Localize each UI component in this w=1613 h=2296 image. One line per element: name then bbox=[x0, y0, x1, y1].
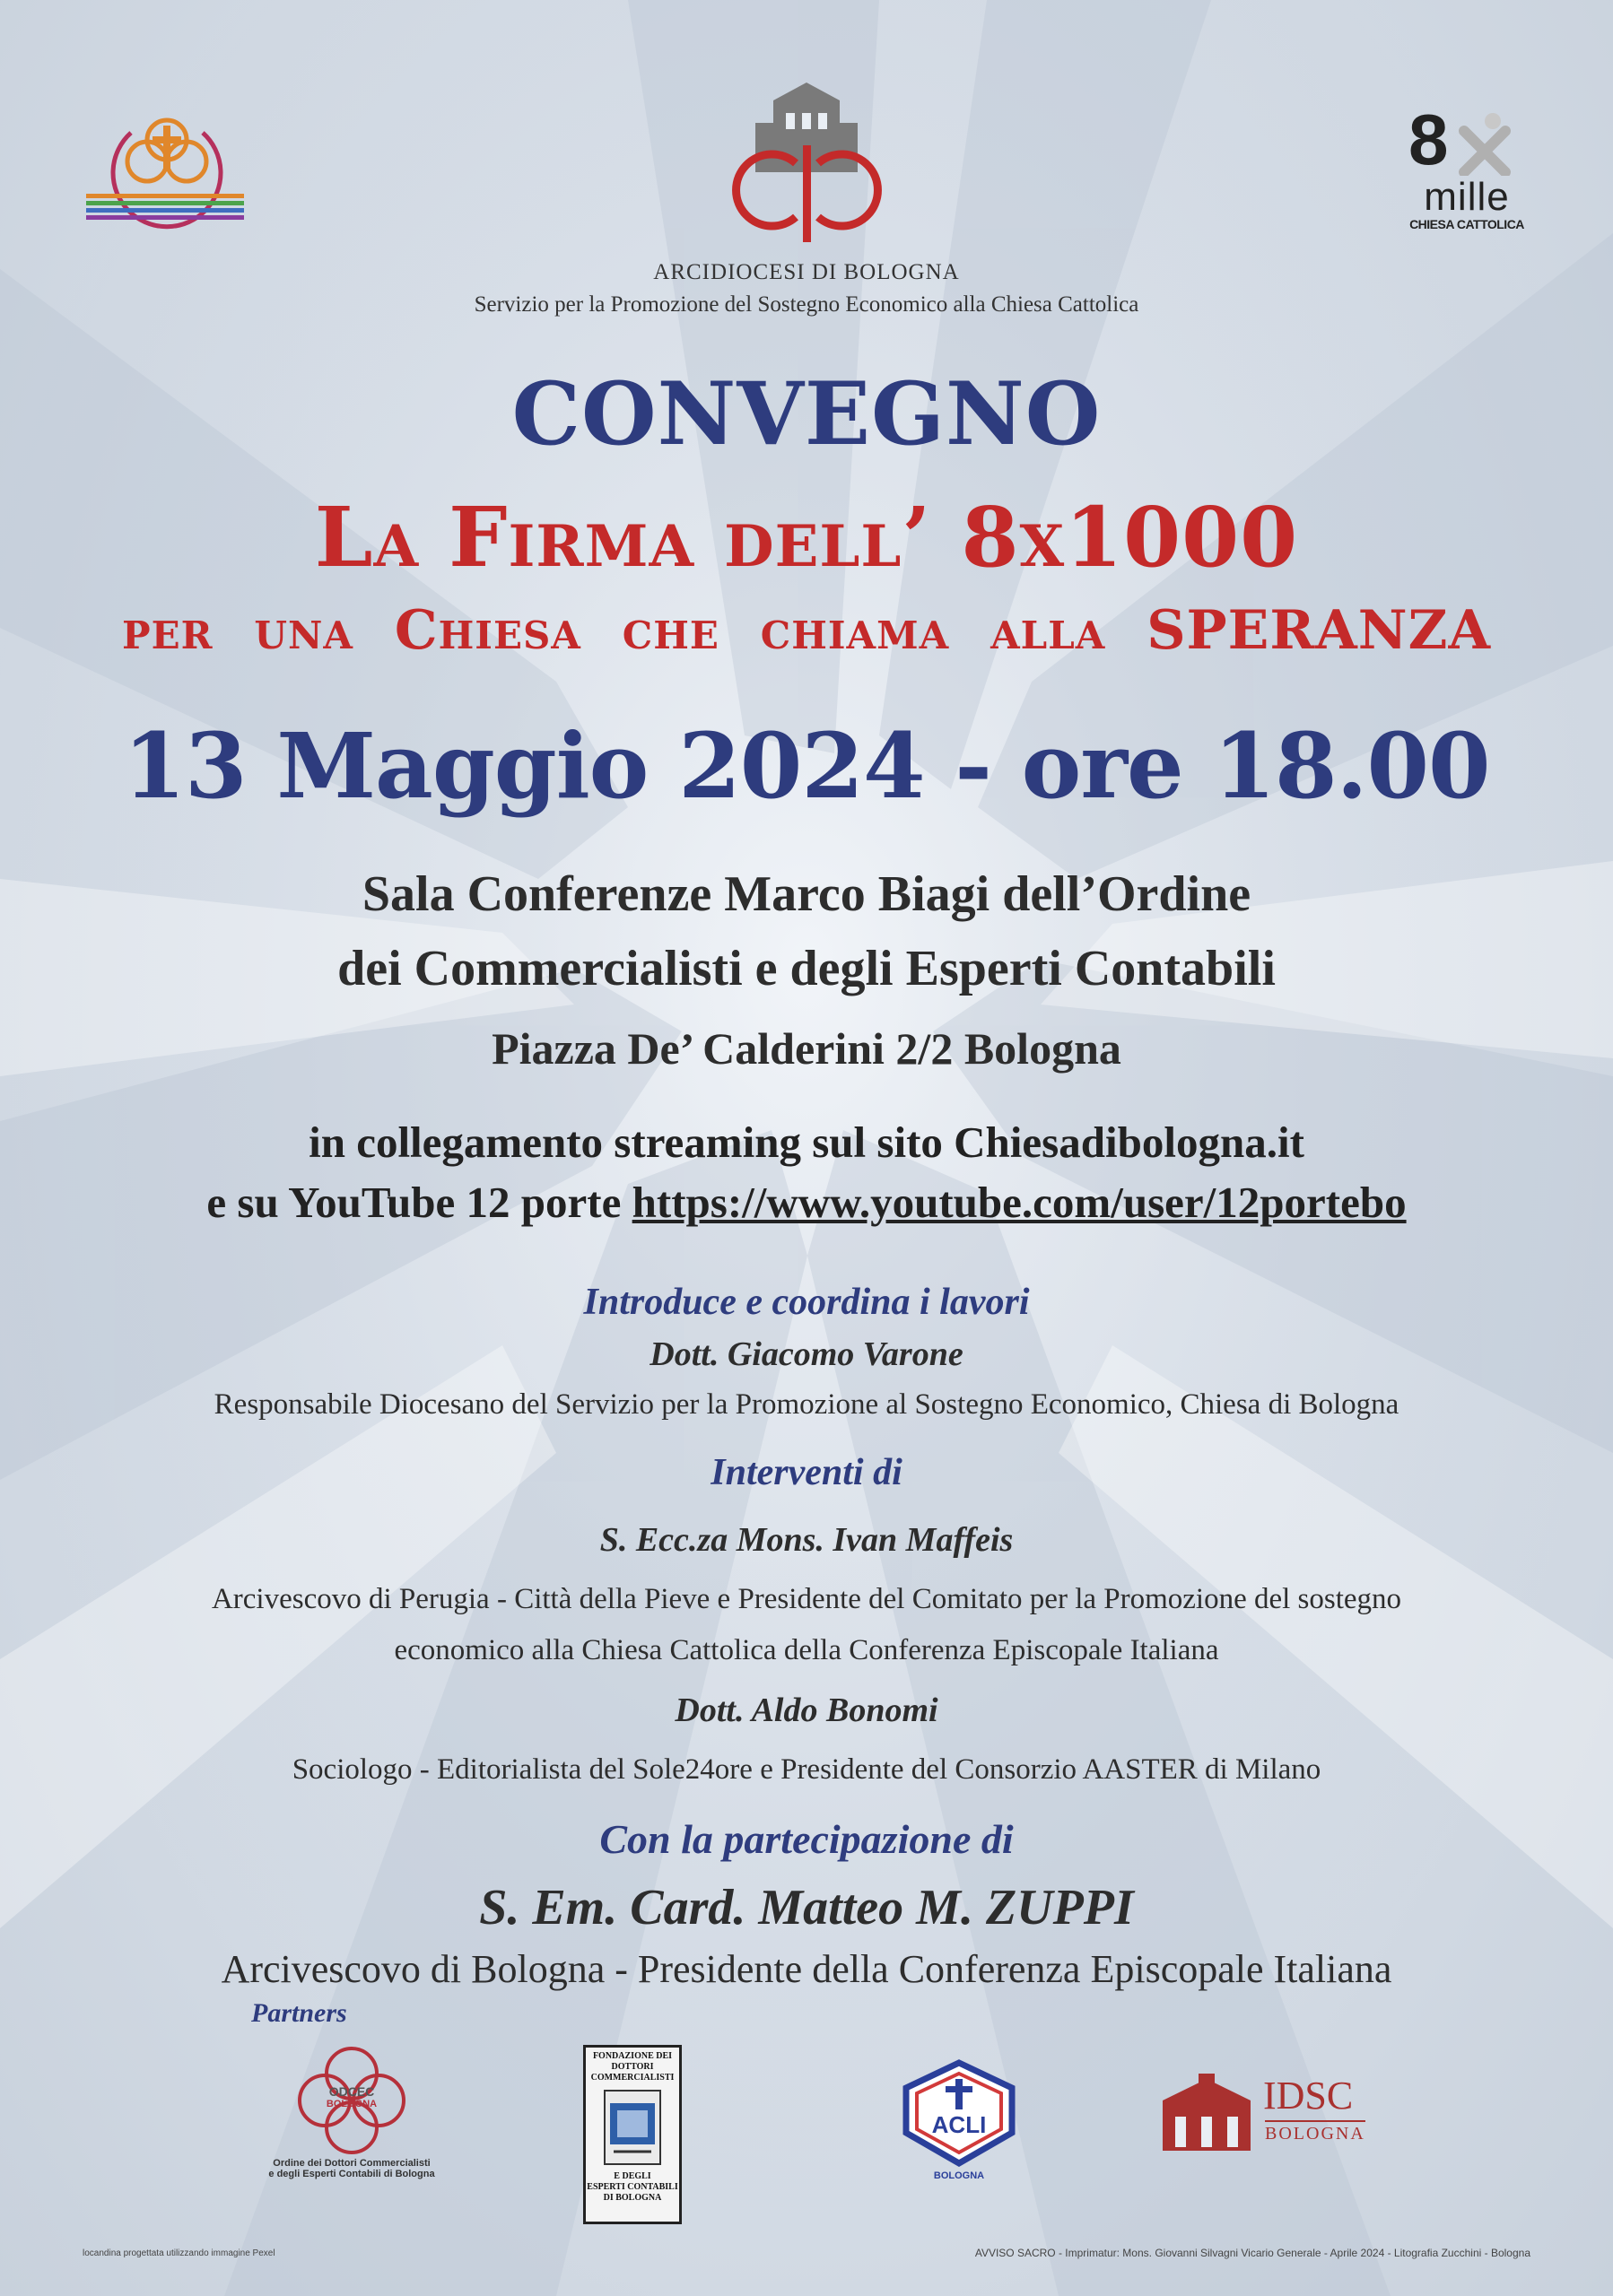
intro-heading: Introduce e coordina i lavori bbox=[583, 1282, 1030, 1323]
event-date: 13 Maggio 2024 - ore 18.00 bbox=[123, 713, 1490, 819]
venue-line-2: dei Commercialisti e degli Esperti Contabili bbox=[337, 941, 1276, 996]
8x-mille-number: 8 bbox=[1408, 100, 1449, 179]
diocese-jubilee-logo bbox=[77, 97, 257, 231]
odcec-abbr: ODCEC bbox=[328, 2084, 375, 2099]
acli-name: ACLI bbox=[931, 2111, 987, 2138]
event-subtitle: La Firma dell’ 8x1000 bbox=[314, 489, 1299, 586]
odcec-caption-2: e degli Esperti Contabili di Bologna bbox=[268, 2169, 435, 2179]
participation-heading: Con la partecipazione di bbox=[599, 1816, 1014, 1862]
speaker-1-name: S. Ecc.za Mons. Ivan Maffeis bbox=[599, 1521, 1014, 1559]
8x-mille-caption: CHIESA CATTOLICA bbox=[1409, 217, 1524, 231]
fondazione-bottom-3: DI BOLOGNA bbox=[603, 2193, 662, 2203]
fondazione-top-3: COMMERCIALISTI bbox=[590, 2073, 675, 2083]
footer-imprimatur: AVVISO SACRO - Imprimatur: Mons. Giovanni Silvagni Vicario Generale - Aprile 2024 - Litografia Zucchini - Bologna bbox=[974, 2247, 1530, 2259]
8x-mille-logo bbox=[1399, 100, 1534, 231]
odcec-logo bbox=[244, 2047, 459, 2179]
guest-role: Arcivescovo di Bologna - Presidente della Conferenza Episcopale Italiana bbox=[221, 1947, 1392, 1991]
acli-shield-icon bbox=[901, 2059, 1017, 2167]
speaker-1-role-line-2: economico alla Chiesa Cattolica della Conferenza Episcopale Italiana bbox=[394, 1634, 1219, 1666]
guest-name: S. Em. Card. Matteo M. ZUPPI bbox=[479, 1880, 1134, 1935]
archdiocese-emblem-logo bbox=[711, 83, 902, 246]
footer-image-credit: locandina progettata utilizzando immagine Pexel bbox=[83, 2248, 275, 2258]
fondazione-top-2: DOTTORI bbox=[611, 2062, 654, 2072]
speaker-2-role: Sociologo - Editorialista del Sole24ore e Presidente del Consorzio AASTER di Milano bbox=[292, 1753, 1321, 1786]
idsc-city: BOLOGNA bbox=[1265, 2120, 1365, 2144]
venue-address: Piazza De’ Calderini 2/2 Bologna bbox=[492, 1023, 1121, 1074]
streaming-line-1: in collegamento streaming sul sito Chiesadibologna.it bbox=[309, 1118, 1304, 1167]
organization-subtitle: Servizio per la Promozione del Sostegno Economico alla Chiesa Cattolica bbox=[474, 292, 1139, 317]
intro-speaker-role: Responsabile Diocesano del Servizio per la Promozione al Sostegno Economico, Chiesa di Bologna bbox=[214, 1388, 1399, 1421]
odcec-caption-1: Ordine dei Dottori Commercialisti bbox=[273, 2158, 431, 2169]
idsc-church-icon bbox=[1157, 2074, 1256, 2154]
youtube-link[interactable]: https://www.youtube.com/user/12portebo bbox=[632, 1178, 1407, 1227]
event-title: CONVEGNO bbox=[511, 363, 1102, 465]
speaker-2-name: Dott. Aldo Bonomi bbox=[675, 1692, 938, 1729]
venue-line-1: Sala Conferenze Marco Biagi dell’Ordine bbox=[362, 866, 1251, 922]
streaming-line-2-prefix: e su YouTube 12 porte bbox=[206, 1178, 632, 1227]
idsc-name: IDSC bbox=[1263, 2074, 1354, 2118]
fondazione-logo bbox=[583, 2045, 682, 2224]
8x-mille-word: mille bbox=[1424, 175, 1510, 219]
event-tagline: per una Chiesa che chiama alla SPERANZA bbox=[121, 599, 1492, 662]
partners-label: Partners bbox=[251, 1998, 347, 2028]
odcec-city: BOLOGNA bbox=[326, 2099, 378, 2109]
acli-city: BOLOGNA bbox=[933, 2170, 985, 2181]
intro-speaker-name: Dott. Giacomo Varone bbox=[650, 1335, 963, 1373]
organization-name: ARCIDIOCESI DI BOLOGNA bbox=[653, 260, 960, 284]
person-x-icon bbox=[1459, 113, 1513, 176]
fondazione-bottom-2: ESPERTI CONTABILI bbox=[587, 2182, 678, 2192]
acli-logo bbox=[901, 2059, 1017, 2181]
interventions-heading: Interventi di bbox=[711, 1452, 902, 1493]
fondazione-building-icon bbox=[601, 2087, 664, 2168]
fondazione-bottom-1: E DEGLI bbox=[614, 2171, 651, 2181]
idsc-logo bbox=[1157, 2074, 1382, 2154]
fondazione-top-1: FONDAZIONE DEI bbox=[592, 2051, 673, 2061]
speaker-1-role-line-1: Arcivescovo di Perugia - Città della Pieve e Presidente del Comitato per la Promozione del sostegno bbox=[211, 1583, 1402, 1615]
streaming-line-2 bbox=[0, 1177, 1613, 1228]
